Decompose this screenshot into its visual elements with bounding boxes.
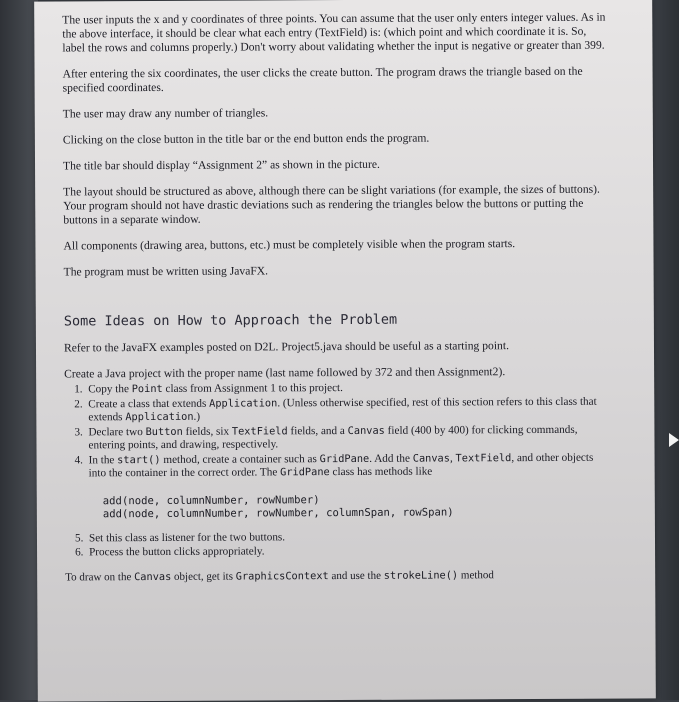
requirement-paragraph-inputs: The user inputs the x and y coordinates of three points. You can assume that the user only enters integer values. As in the above interface, it should be clear what each entry (TextField) is: (which point and which coordinate it is. So, label the rows and columns properly.) Don't worry about validating whether the input is negative or greater than 399. bbox=[62, 10, 606, 55]
list-text: . (Unless otherwise specified, rest of this section refers to this class that extends bbox=[88, 395, 597, 424]
requirement-paragraph-title: The title bar should display “Assignment 2” as shown in the picture. bbox=[62, 157, 380, 173]
code-token: TextField bbox=[455, 451, 512, 464]
list-text: method, create a container such as bbox=[160, 452, 320, 466]
list-text: , bbox=[449, 451, 456, 464]
draw-text: and use the bbox=[328, 569, 384, 582]
list-text: Declare two bbox=[88, 425, 146, 438]
draw-text: To draw on the bbox=[65, 570, 135, 583]
steps-list-continued bbox=[65, 529, 610, 560]
list-text: fields, and a bbox=[287, 424, 348, 437]
list-text: Process the button clicks appropriately. bbox=[89, 545, 265, 559]
list-text: field (400 by 400) for clicking commands, entering points, and drawing, respectively. bbox=[88, 423, 578, 452]
list-text: .) bbox=[193, 410, 201, 423]
draw-text: method bbox=[458, 568, 494, 581]
code-token: GridPane bbox=[319, 452, 370, 465]
code-token: Application bbox=[209, 396, 278, 410]
list-item bbox=[65, 544, 610, 560]
code-line: add(node, columnNumber, rowNumber, columnSpan, rowSpan) bbox=[102, 506, 454, 521]
list-item bbox=[64, 423, 609, 453]
code-line: add(node, columnNumber, rowNumber) bbox=[102, 493, 320, 507]
code-token: strokeLine() bbox=[383, 568, 459, 582]
code-token: Point bbox=[131, 382, 163, 396]
code-token: Application bbox=[125, 410, 194, 424]
code-token: GridPane bbox=[280, 466, 330, 479]
draw-instructions bbox=[65, 568, 535, 584]
requirement-paragraph-visible: All components (drawing area, buttons, etc.) must be completely visible when the program starts. bbox=[63, 237, 516, 253]
code-token: Button bbox=[145, 425, 183, 438]
list-number: 6. bbox=[75, 546, 84, 559]
list-text: In the bbox=[88, 453, 118, 466]
list-item bbox=[64, 381, 609, 397]
list-text: . Add the bbox=[369, 452, 413, 465]
list-text: , and other objects into the container in the correct order. The bbox=[88, 451, 594, 480]
steps-list bbox=[64, 381, 610, 481]
requirement-paragraph-any-number: The user may draw any number of triangles. bbox=[62, 106, 269, 121]
list-text: Copy the bbox=[88, 383, 132, 396]
mouse-cursor-icon bbox=[669, 433, 679, 447]
list-item bbox=[65, 529, 610, 545]
ideas-intro: Refer to the JavaFX examples posted on D2L. Project5.java should be useful as a starting point. bbox=[63, 339, 509, 355]
code-example bbox=[103, 492, 610, 522]
list-text: class from Assignment 1 to this project. bbox=[162, 382, 343, 395]
requirement-paragraph-create: After entering the six coordinates, the user clicks the create button. The program draws the triangle based on the specified coordinates. bbox=[62, 64, 583, 95]
photo-background-left bbox=[0, 0, 38, 700]
code-token: GraphicsContext bbox=[235, 569, 329, 583]
list-text: Set this class as listener for the two buttons. bbox=[88, 530, 286, 544]
list-text: Create a class that extends bbox=[88, 397, 210, 410]
list-item bbox=[64, 395, 609, 425]
code-token: TextField bbox=[231, 424, 288, 438]
code-token: Canvas bbox=[134, 570, 172, 583]
page-content bbox=[62, 5, 610, 596]
list-number: 4. bbox=[74, 453, 83, 466]
section-heading: Some Ideas on How to Approach the Problem bbox=[63, 311, 398, 330]
list-text: fields, six bbox=[182, 425, 232, 438]
requirement-paragraph-layout: The layout should be structured as above, although there can be slight variations (for example, the sizes of buttons). Your program should not have drastic deviations such as rendering the triangles below the buttons or putting the buttons in a separate window. bbox=[63, 182, 600, 227]
list-number: 5. bbox=[74, 531, 84, 544]
document-page bbox=[34, 0, 656, 702]
list-item bbox=[65, 451, 610, 481]
list-number: 3. bbox=[74, 425, 83, 438]
code-token: start() bbox=[117, 453, 161, 466]
requirement-paragraph-close: Clicking on the close button in the title bar or the end button ends the program. bbox=[62, 131, 430, 147]
ideas-create-project: Create a Java project with the proper name (last name followed by 372 and then Assignment2). bbox=[64, 365, 506, 381]
list-number: 2. bbox=[74, 397, 83, 410]
code-token: Canvas bbox=[412, 451, 450, 465]
draw-text: object, get its bbox=[171, 570, 236, 583]
requirement-paragraph-javafx: The program must be written using JavaFX. bbox=[63, 264, 269, 279]
list-number: 1. bbox=[74, 383, 83, 396]
list-text: class has methods like bbox=[329, 465, 433, 479]
code-token: Canvas bbox=[347, 424, 385, 437]
